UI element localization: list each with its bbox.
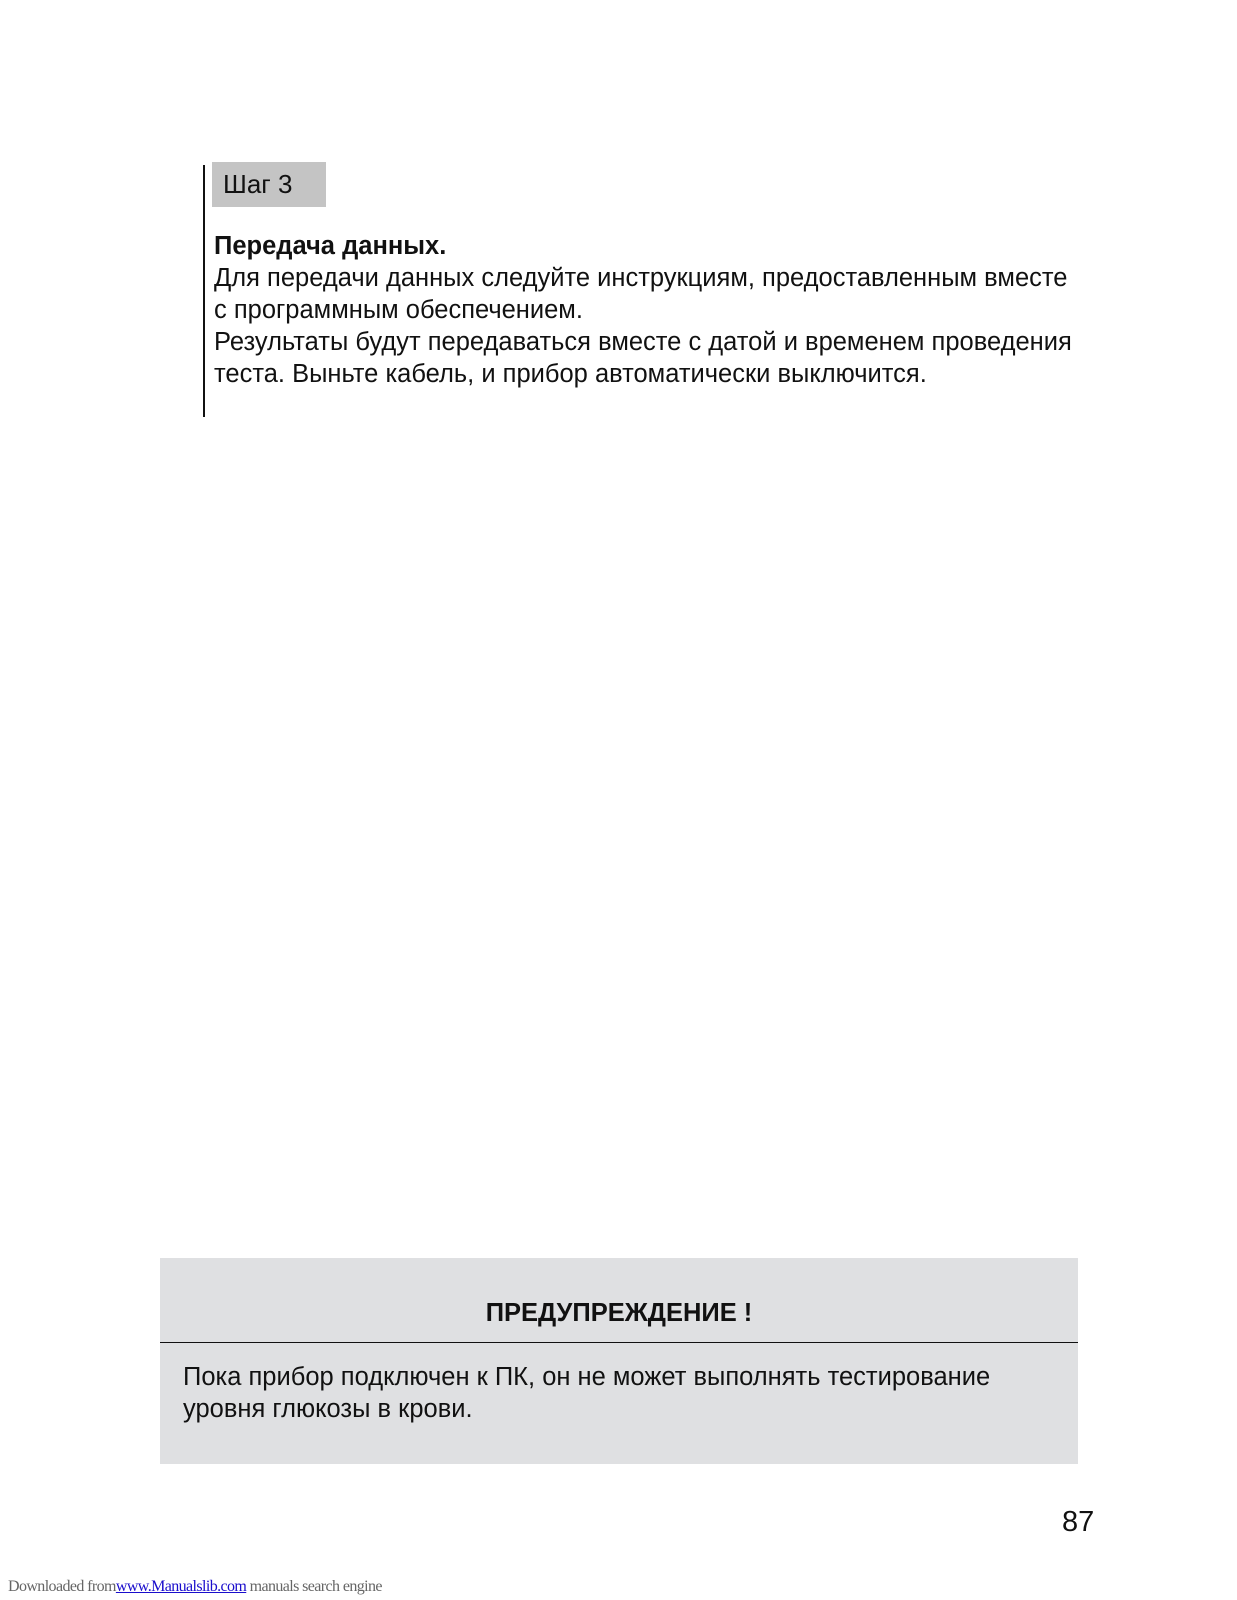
warning-divider	[160, 1342, 1078, 1343]
step-paragraph: Результаты будут передаваться вместе с датой и временем проведения теста. Выньте кабель, и прибор автоматически выключится.	[214, 328, 1072, 388]
footer-suffix: manuals search engine	[249, 1578, 382, 1595]
step-title: Передача данных.	[214, 232, 447, 260]
warning-box	[160, 1258, 1078, 1464]
footer-prefix: Downloaded from	[8, 1578, 116, 1595]
manualslib-link[interactable]: www.Manualslib.com	[115, 1578, 247, 1595]
step-vertical-rule	[203, 165, 205, 417]
step-label: Шаг 3	[212, 162, 326, 207]
step-paragraph: Для передачи данных следуйте инструкциям, предоставленным вместе с программным обеспечением.	[214, 264, 1068, 324]
step-content	[214, 230, 1074, 390]
warning-title: ПРЕДУПРЕЖДЕНИЕ !	[485, 1299, 753, 1327]
page-number: 87	[1062, 1506, 1095, 1538]
download-footer	[8, 1578, 382, 1596]
warning-text: Пока прибор подключен к ПК, он не может выполнять тестирование уровня глюкозы в крови.	[183, 1363, 991, 1423]
